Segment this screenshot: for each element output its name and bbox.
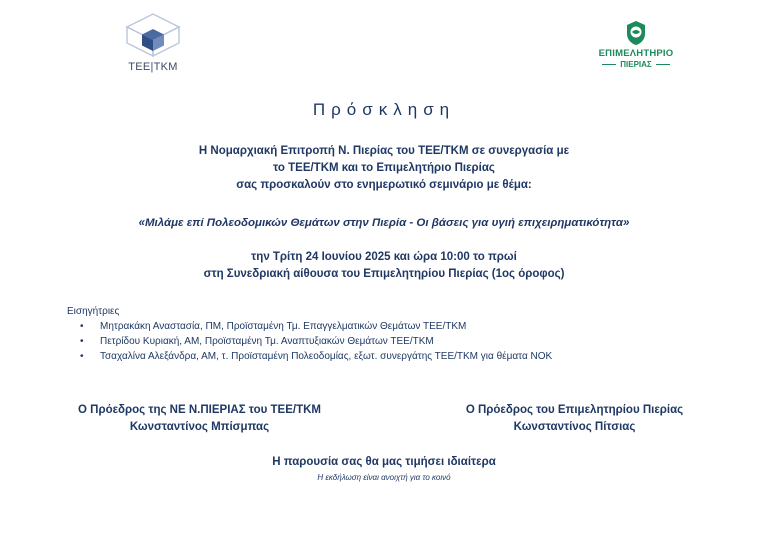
divider [602,64,616,65]
intro-line: σας προσκαλούν στο ενημερωτικό σεμινάριο με θέμα: [236,179,532,191]
chamber-logo-name: ΕΠΙΜΕΛΗΤΗΡΙΟ [598,48,674,59]
closing-text: Η παρουσία σας θα μας τιμήσει ιδιαίτερα [272,456,496,468]
bullet-icon: • [80,321,84,332]
president-right-name: Κωνσταντίνος Πίτσιας [513,421,636,433]
bullet-icon: • [80,350,84,362]
list-item [80,335,552,350]
chamber-logo-sub [588,60,684,69]
page-title: Πρόσκληση [312,100,456,119]
speaker-text: Μητρακάκη Αναστασία, ΠΜ, Προϊσταμένη Τμ. Επαγγελματικών Θεμάτων ΤΕΕ/ΤΚΜ [100,321,467,332]
intro-line: Η Νομαρχιακή Επιτροπή Ν. Πιερίας του ΤΕΕ/ΤΚΜ σε συνεργασία με [198,145,570,157]
divider [656,64,670,65]
tee-logo-label: ΤΕΕ|ΤΚΜ [128,61,178,73]
speaker-text: Πετρίδου Κυριακή, ΑΜ, Προϊσταμένη Τμ. Αναπτυξιακών Θεμάτων ΤΕΕ/ΤΚΜ [100,335,434,347]
president-right-role: Ο Πρόεδρος του Επιμελητηρίου Πιερίας [465,404,684,416]
president-left-role: Ο Πρόεδρος της ΝΕ Ν.ΠΙΕΡΙΑΣ του ΤΕΕ/ΤΚΜ [78,404,321,416]
closing-subtext: Η εκδήλωση είναι ανοιχτή για το κοινό [317,473,451,482]
event-date-line: την Τρίτη 24 Ιουνίου 2025 και ώρα 10:00 το πρωί [251,251,517,263]
chamber-logo [588,20,684,69]
president-right [452,402,697,436]
event-details [0,249,768,283]
tee-cube-icon [124,12,182,58]
intro-paragraph [0,143,768,194]
seminar-topic: «Μιλάμε επί Πολεοδομικών Θεμάτων στην Πιερία - Οι βάσεις για υγιή επιχειρηματικότητα» [138,217,630,229]
president-left-name: Κωνσταντίνος Μπίσμπας [129,421,270,433]
event-venue-line: στη Συνεδριακή αίθουσα του Επιμελητηρίου Πιερίας (1ος όροφος) [203,268,565,280]
speaker-text: Τσαχαλίνα Αλεξάνδρα, ΑΜ, τ. Προϊσταμένη Πολεοδομίας, εξωτ. συνεργάτης ΤΕΕ/ΤΚΜ για θέματα ΝΟΚ [100,350,553,362]
president-left [67,402,332,436]
list-item [80,320,552,335]
tee-tkm-logo [120,12,186,73]
list-item [80,350,552,365]
chamber-logo-sub-text: ΠΙΕΡΙΑΣ [620,60,652,69]
intro-line: το ΤΕΕ/ΤΚΜ και το Επιμελητήριο Πιερίας [273,162,495,174]
speakers-list [80,320,552,364]
bullet-icon: • [80,335,84,347]
speakers-heading: Εισηγήτριες [67,306,120,317]
chamber-emblem-icon [625,20,647,46]
